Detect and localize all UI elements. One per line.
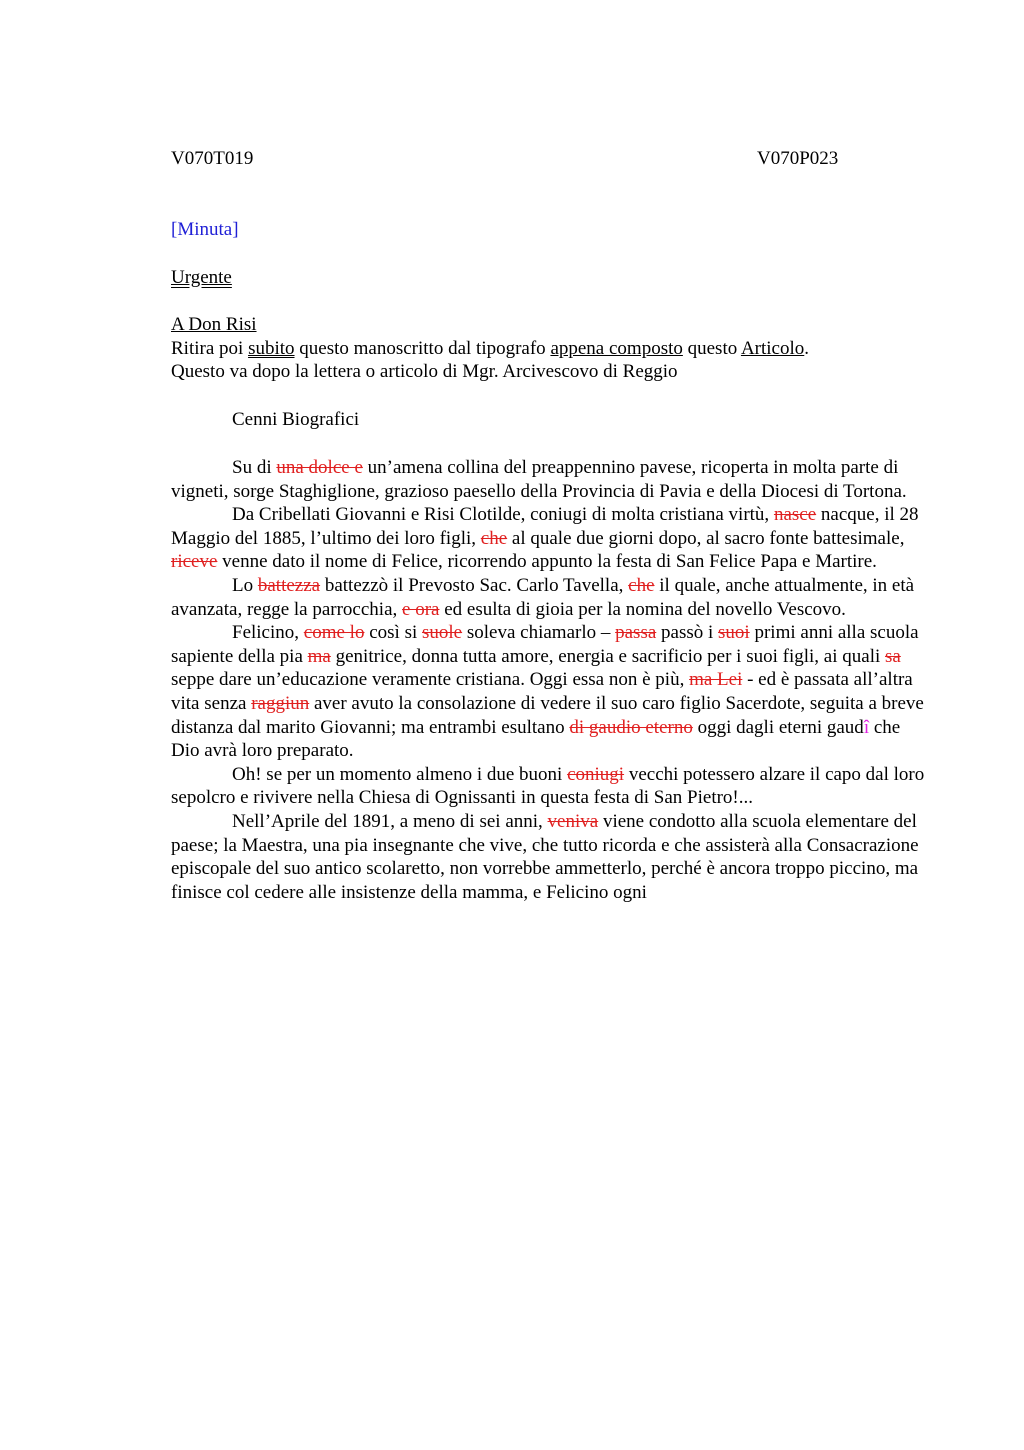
deleted-text: riceve — [171, 551, 218, 573]
inserted-text: î — [863, 716, 870, 738]
deleted-text: sa — [885, 645, 901, 667]
document-code-left: V070T019 — [171, 148, 254, 169]
paragraph-1: Su di una dolce e un’amena collina del preappennino pavese, ricoperta in molta parte di vigneti, sorge Staghiglione, grazioso paesello della Provincia di Pavia e della Diocesi di Tortona. — [171, 457, 907, 502]
deleted-text: battezza — [257, 574, 321, 596]
underlined-appena-composto: appena composto — [550, 337, 683, 359]
deleted-text: ma — [307, 645, 331, 667]
paragraph-3: Lo battezza battezzò il Prevosto Sac. Carlo Tavella, che il quale, anche attualmente, in età avanzata, regge la parrocchia, e ora ed esulta di gioia per la nomina del novello Vescovo. — [171, 574, 915, 620]
note-line-1: Ritira poi subito questo manoscritto dal tipografo appena composto questo Articolo. — [171, 337, 810, 359]
deleted-text: passa — [615, 622, 657, 644]
paragraph-4: Felicino, come lo così si suole soleva chiamarlo – passa passò i suoi primi anni alla scuola sapiente della pia ma genitrice, donna tutta amore, energia e sacrificio per i suoi figli, ai quali sa seppe dare un’educazione veramente cristiana. Oggi essa non è più, ma Lei - ed è passata all’altra vita senza raggiun aver avuto la consolazione di vedere il suo caro figlio Sacerdote, seguita a breve distanza dal marito Giovanni; ma entrambi esultano di gaudio eterno oggi dagli eterni gaudî che Dio avrà loro preparato. — [171, 622, 924, 762]
deleted-text: una dolce e — [276, 457, 363, 478]
paragraph-5: Oh! se per un momento almeno i due buoni coniugi vecchi potessero alzare il capo dal loro sepolcro e rivivere nella Chiesa di Ognissanti in questa festa di San Pietro!... — [171, 763, 925, 809]
paragraph-2: Da Cribellati Giovanni e Risi Clotilde, coniugi di molta cristiana virtù, nasce nacque, il 28 Maggio del 1885, l’ultimo dei loro figli, che al quale due giorni dopo, al sacro fonte battesimale, riceve venne dato il nome di Felice, ricorrendo appunto la festa di San Felice Papa e Martire. — [171, 504, 919, 573]
deleted-text: di gaudio eterno — [569, 716, 693, 738]
note-to-don-risi — [171, 313, 931, 384]
deleted-text: ma Lei — [689, 669, 743, 691]
deleted-text: che — [480, 527, 508, 549]
deleted-text: nasce — [773, 504, 817, 526]
biography-text — [171, 456, 931, 904]
deleted-text: suoi — [718, 622, 750, 644]
underlined-articolo: Articolo — [740, 337, 805, 359]
deleted-text: coniugi — [567, 763, 625, 785]
section-title: Cenni Biografici — [232, 409, 360, 430]
addressee: A Don Risi — [171, 314, 257, 335]
urgente-label: Urgente — [171, 267, 232, 288]
minuta-label: [Minuta] — [171, 219, 239, 240]
deleted-text: e ora — [402, 598, 440, 620]
deleted-text: che — [628, 574, 655, 596]
note-line-2: Questo va dopo la lettera o articolo di Mgr. Arcivescovo di Reggio — [171, 361, 678, 383]
deleted-text: suole — [422, 622, 463, 644]
deleted-text: veniva — [547, 810, 599, 832]
deleted-text: raggiun — [251, 692, 310, 714]
underlined-subito: subito — [248, 337, 295, 359]
deleted-text: come lo — [303, 622, 365, 644]
document-code-right: V070P023 — [757, 148, 839, 169]
paragraph-6: Nell’Aprile del 1891, a meno di sei anni, veniva viene condotto alla scuola elementare del paese; la Maestra, una pia insegnante che vive, che tutto ricorda e che assisterà alla Consacrazione episcopale del suo antico scolaretto, non vorrebbe ammetterlo, perché è ancora troppo piccino, ma finisce col cedere alle insistenze della mamma, e Felicino ogni — [171, 810, 919, 903]
